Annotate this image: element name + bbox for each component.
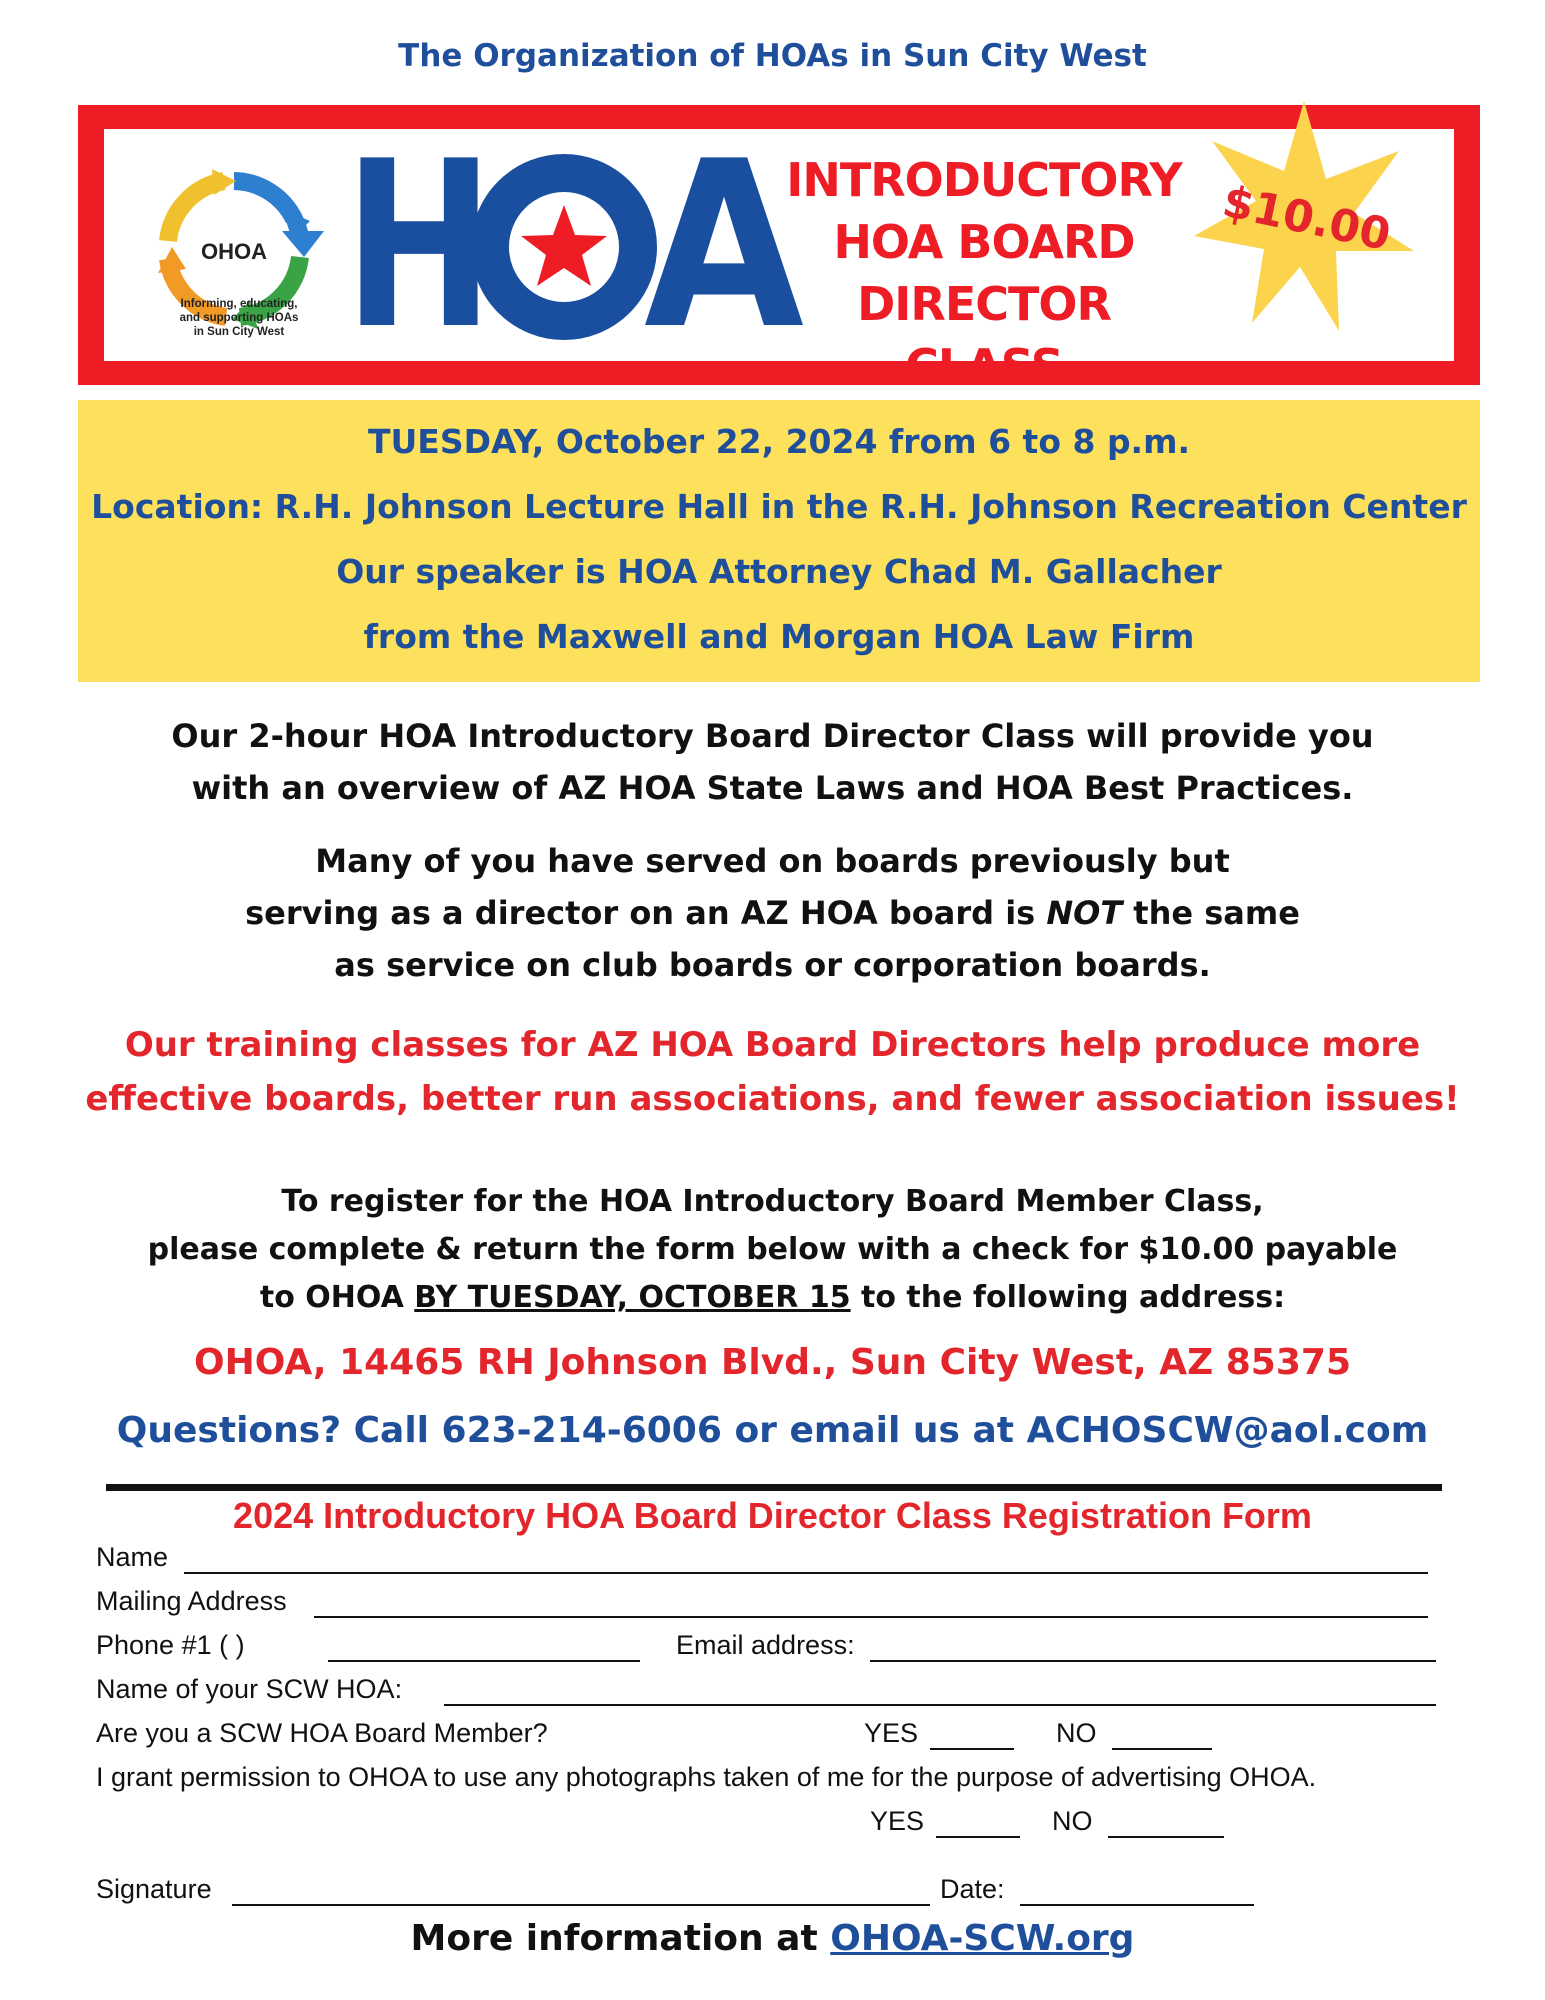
training-line: effective boards, better run associations, and fewer association issues! [85,1079,1460,1119]
served-line [0,887,1545,939]
photo-no-label: NO [1052,1806,1093,1836]
overview-line: Our 2-hour HOA Introductory Board Director Class will provide you [171,717,1374,755]
photo-no-field[interactable] [1108,1836,1224,1838]
email-label: Email address: [676,1630,855,1660]
board-no-field[interactable] [1112,1748,1212,1750]
emphasis-not: NOT [1046,894,1123,932]
class-banner [78,105,1480,393]
class-title-line: DIRECTOR CLASS [857,277,1111,393]
phone-field[interactable] [328,1660,640,1662]
board-yes-label: YES [864,1718,919,1748]
logo-text: OHOA [201,239,267,264]
photo-permission-statement: I grant permission to OHOA to use any photographs taken of me for the purpose of advertising OHOA. [96,1762,1317,1792]
wordmark-letter-a: A [644,113,804,380]
price-starburst [1194,101,1414,331]
registration-instructions [0,1178,1545,1322]
registration-line: please complete & return the form below with a check for $10.00 payable [147,1232,1398,1267]
event-date: TUESDAY, October 22, 2024 from 6 to 8 p.m. [367,422,1191,461]
website-link[interactable]: OHOA-SCW.org [830,1918,1135,1959]
signature-field[interactable] [232,1904,930,1906]
event-location: Location: R.H. Johnson Lecture Hall in the R.H. Johnson Recreation Center [91,487,1467,526]
registration-text: to OHOA [259,1280,415,1315]
event-firm: from the Maxwell and Morgan HOA Law Firm [363,617,1195,656]
overview-line: with an overview of AZ HOA State Laws and HOA Best Practices. [191,769,1354,807]
board-yes-field[interactable] [930,1748,1014,1750]
tagline-line: and supporting HOAs [179,312,299,324]
event-details-box [78,400,1480,682]
email-field[interactable] [870,1660,1436,1662]
organization-heading: The Organization of HOAs in Sun City West [398,38,1147,74]
logo-tagline [144,297,334,339]
mailing-address-label: Mailing Address [96,1586,287,1616]
more-information [0,1918,1545,1959]
mailing-address-field[interactable] [314,1616,1428,1618]
wordmark-letter-h: H [344,113,494,380]
hoa-name-label: Name of your SCW HOA: [96,1674,403,1704]
registration-line: To register for the HOA Introductory Board Member Class, [281,1184,1264,1219]
hoa-name-field[interactable] [444,1704,1436,1706]
price-text: $10.00 [1218,175,1395,262]
date-field[interactable] [1020,1904,1254,1906]
served-line: Many of you have served on boards previously but [315,842,1230,880]
tagline-line: Informing, educating, [180,298,298,310]
overview-paragraph [0,710,1545,814]
registration-line [0,1274,1545,1322]
class-title [774,149,1194,397]
hoa-wordmark [344,113,804,380]
form-title: 2024 Introductory HOA Board Director Class Registration Form [233,1495,1312,1536]
photo-yes-label: YES [870,1806,925,1836]
training-line: Our training classes for AZ HOA Board Directors help produce more [124,1025,1421,1065]
class-title-line: INTRODUCTORY [786,153,1182,207]
phone-label: Phone #1 ( ) [96,1630,245,1660]
mailing-address: OHOA, 14465 RH Johnson Blvd., Sun City West, AZ 85375 [194,1342,1351,1383]
served-text: the same [1122,894,1300,932]
form-divider [106,1484,1442,1491]
signature-label: Signature [96,1874,212,1904]
name-label: Name [96,1542,169,1572]
questions-contact[interactable]: Questions? Call 623-214-6006 or email us at ACHOSCW@aol.com [116,1410,1429,1451]
served-text: serving as a director on an AZ HOA board is [245,894,1047,932]
more-info-text: More information at [410,1918,831,1959]
deadline: BY TUESDAY, OCTOBER 15 [414,1280,851,1315]
board-member-question: Are you a SCW HOA Board Member? [96,1718,548,1748]
event-speaker: Our speaker is HOA Attorney Chad M. Gallacher [336,552,1222,591]
class-title-line: HOA BOARD [833,215,1135,269]
date-label: Date: [940,1874,1005,1904]
tagline-line: in Sun City West [193,326,285,338]
banner-inner-panel [104,113,1454,393]
photo-yes-field[interactable] [936,1836,1020,1838]
registration-text: to the following address: [850,1280,1286,1315]
board-no-label: NO [1056,1718,1097,1748]
star-icon [521,205,607,286]
training-statement [0,1018,1545,1126]
name-field[interactable] [184,1572,1428,1574]
served-line: as service on club boards or corporation boards. [334,946,1211,984]
served-paragraph [0,835,1545,991]
